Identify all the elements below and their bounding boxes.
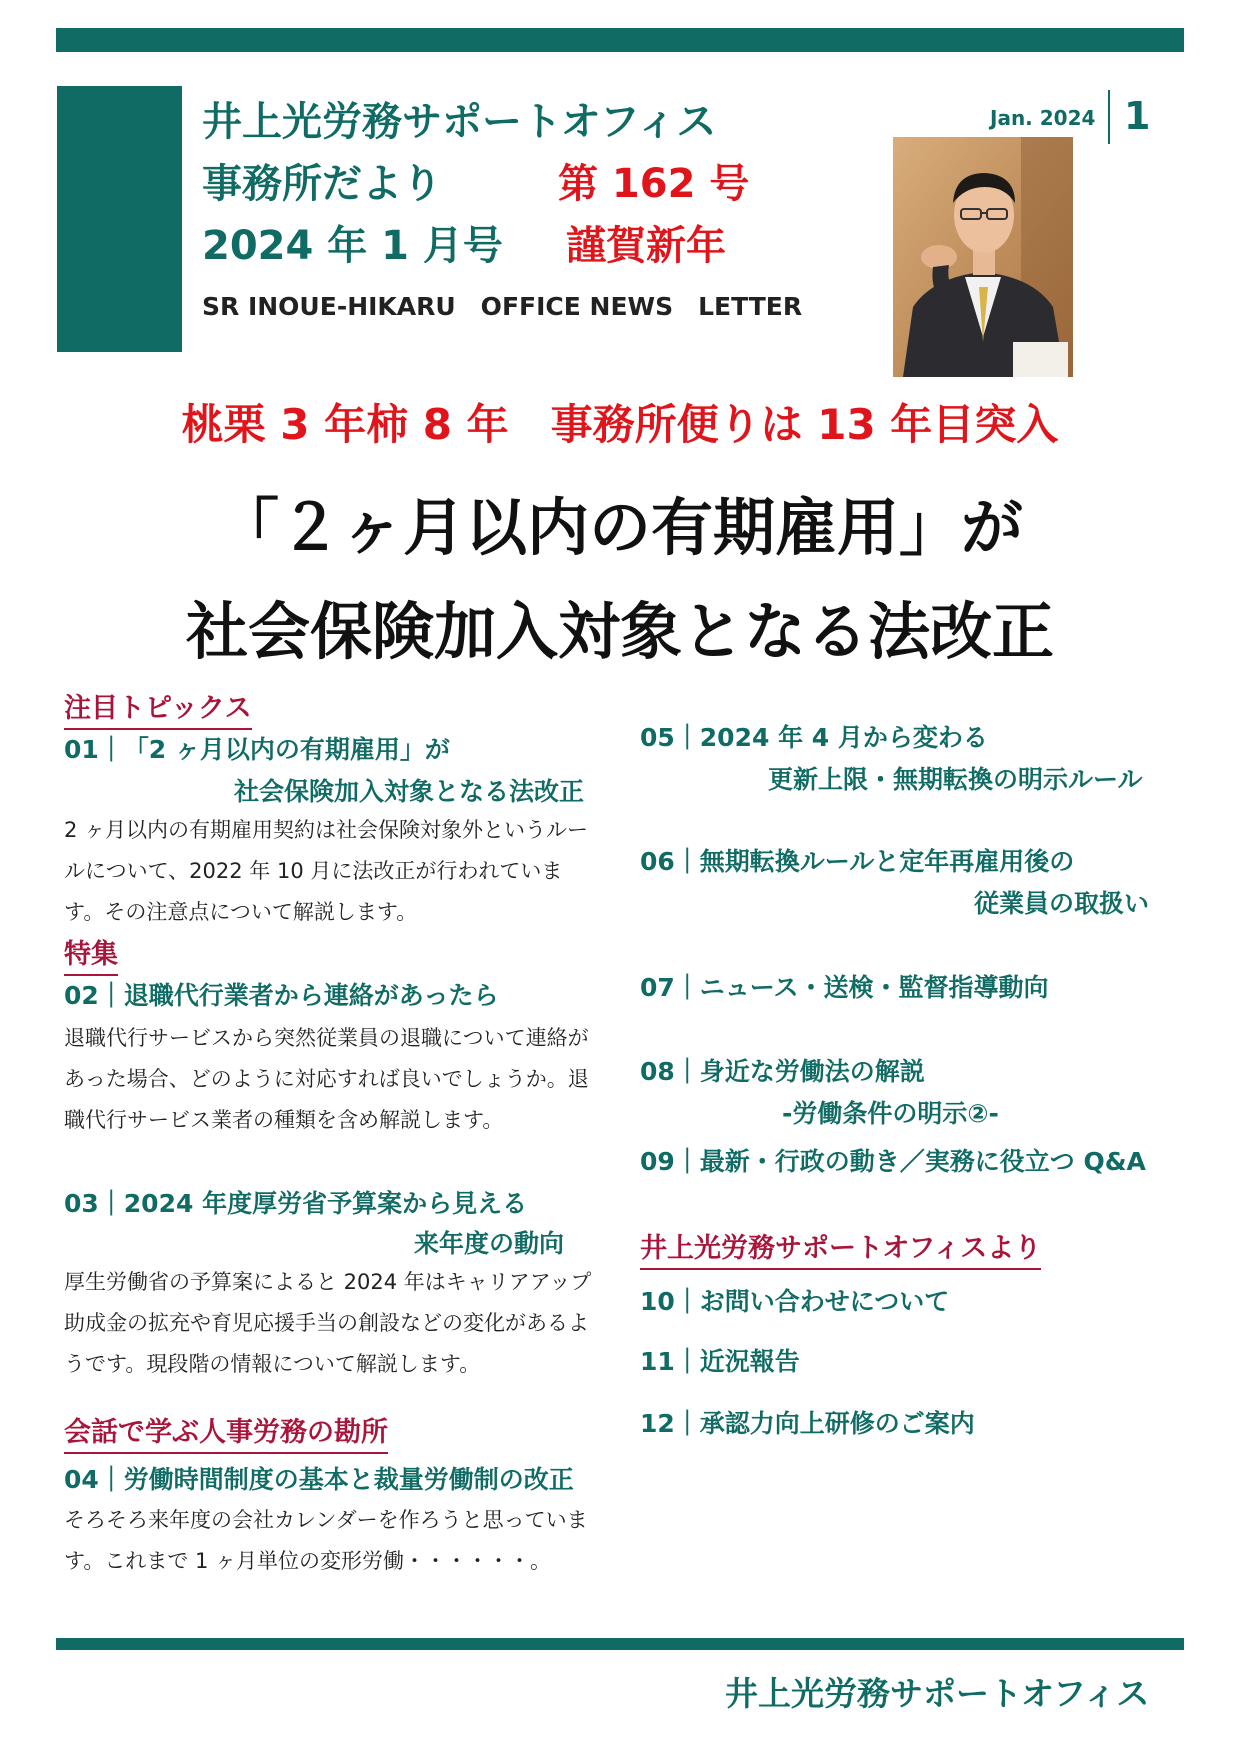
- english-subtitle: SR INOUE-HIKARU OFFICE NEWS LETTER: [202, 292, 803, 321]
- category-feature: 特集: [64, 932, 118, 976]
- toc-item-06-line1[interactable]: 06｜無期転換ルールと定年再雇用後の: [640, 847, 1075, 876]
- main-headline-line1: 「２ヶ月以内の有期雇用」が: [216, 491, 1023, 564]
- toc-item-06-line2[interactable]: 従業員の取扱い: [974, 889, 1150, 918]
- issue-month: 2024 年 1 月号: [202, 223, 503, 269]
- toc-item-08-line1[interactable]: 08｜身近な労働法の解説: [640, 1057, 925, 1086]
- issue-number: 第 162 号: [558, 161, 750, 207]
- toc-item-03-line2[interactable]: 来年度の動向: [414, 1229, 565, 1258]
- toc-item-03-line1[interactable]: 03｜2024 年度厚労省予算案から見える: [64, 1189, 528, 1218]
- toc-item-02-description: 退職代行サービスから突然従業員の退職について連絡があった場合、どのように対応すれば良いでしょうか。退職代行サービス業者の種類を含め解説します。: [64, 1026, 589, 1132]
- toc-item-04[interactable]: 04｜労働時間制度の基本と裁量労働制の改正: [64, 1465, 574, 1494]
- toc-item-04-description: そろそろ来年度の会社カレンダーを作ろうと思っています。これまで 1 ヶ月単位の変形労働・・・・・・。: [64, 1508, 588, 1573]
- category-from-office: 井上光労務サポートオフィスより: [640, 1226, 1041, 1270]
- issue-date: Jan. 2024: [990, 106, 1096, 130]
- toc-item-07[interactable]: 07｜ニュース・送検・監督指導動向: [640, 973, 1049, 1002]
- main-headline-line2: 社会保険加入対象となる法改正: [185, 595, 1054, 668]
- toc-item-05-line1[interactable]: 05｜2024 年 4 月から変わる: [640, 723, 988, 752]
- author-photo: [893, 137, 1073, 377]
- toc-item-10[interactable]: 10｜お問い合わせについて: [640, 1287, 950, 1316]
- footer-office-name: 井上光労務サポートオフィス: [725, 1674, 1150, 1713]
- page-number: 1: [1124, 94, 1151, 138]
- newsletter-title: 事務所だより: [202, 161, 442, 207]
- toc-item-05-line2[interactable]: 更新上限・無期転換の明示ルール: [768, 765, 1143, 794]
- anniversary-headline: 桃栗 3 年柿 8 年 事務所便りは 13 年目突入: [181, 400, 1059, 449]
- new-year-greeting: 謹賀新年: [566, 223, 726, 269]
- date-divider: [1108, 90, 1110, 144]
- toc-item-08-line2[interactable]: -労働条件の明示②-: [782, 1099, 999, 1128]
- toc-item-03-description: 厚生労働省の予算案によると 2024 年はキャリアアップ助成金の拡充や育児応援手当の創設などの変化があるようです。現段階の情報について解説します。: [64, 1270, 592, 1376]
- top-bar: [56, 28, 1184, 52]
- toc-item-02[interactable]: 02｜退職代行業者から連絡があったら: [64, 981, 499, 1010]
- toc-item-11[interactable]: 11｜近況報告: [640, 1347, 800, 1376]
- masthead-color-block: [57, 86, 182, 352]
- toc-item-09[interactable]: 09｜最新・行政の動き／実務に役立つ Q&A: [640, 1147, 1146, 1176]
- toc-item-01-description: 2 ヶ月以内の有期雇用契約は社会保険対象外というルールについて、2022 年 10 月に法改正が行われています。その注意点について解説します。: [64, 818, 589, 924]
- toc-item-01-line1[interactable]: 01｜「2 ヶ月以内の有期雇用」が: [64, 735, 450, 764]
- category-topics: 注目トピックス: [64, 686, 252, 730]
- office-name: 井上光労務サポートオフィス: [202, 99, 717, 145]
- category-dialogue: 会話で学ぶ人事労務の勘所: [64, 1410, 388, 1454]
- toc-item-12[interactable]: 12｜承認力向上研修のご案内: [640, 1409, 975, 1438]
- toc-item-01-line2[interactable]: 社会保険加入対象となる法改正: [234, 777, 585, 806]
- bottom-bar: [56, 1638, 1184, 1650]
